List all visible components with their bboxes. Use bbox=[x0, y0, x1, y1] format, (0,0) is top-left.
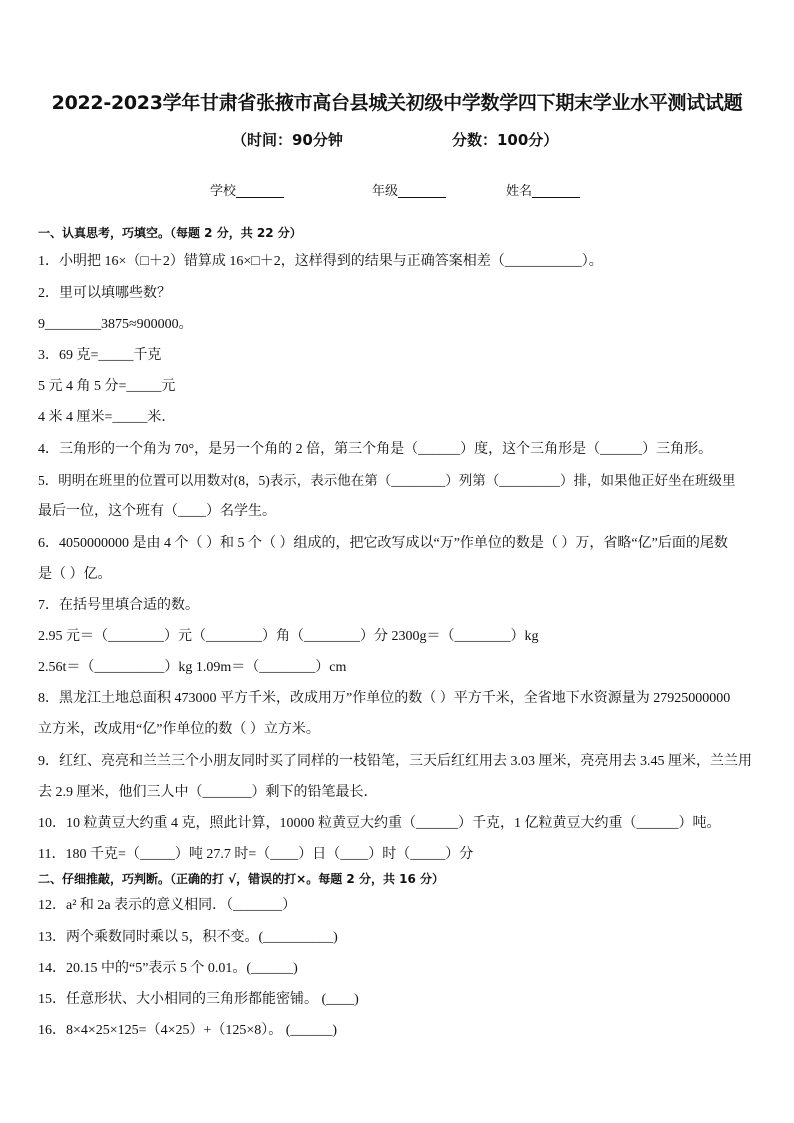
grade-label: 年级 bbox=[372, 184, 399, 199]
question-12: 12．a² 和 2a 表示的意义相同．（_______） bbox=[38, 898, 297, 913]
question-16: 16．8×4×25×125=（4×25）+（125×8）。 (______) bbox=[38, 1023, 338, 1038]
question-7: 7．在括号里填合适的数。 bbox=[38, 598, 199, 613]
school-label: 学校 bbox=[210, 184, 237, 199]
question-13: 13．两个乘数同时乘以 5，积不变。(__________) bbox=[38, 930, 338, 945]
question-8-cont: 立方米，改成用“亿”作单位的数（ ）立方米。 bbox=[38, 722, 320, 737]
question-9: 9．红红、亮亮和兰兰三个小朋友同时买了同样的一枝铅笔，三天后红红用去 3.03 厘米，亮亮用去 3.45 厘米，兰兰用 bbox=[38, 754, 752, 769]
grade-field bbox=[372, 180, 446, 199]
question-10: 10．10 粒黄豆大约重 4 克，照此计算，10000 粒黄豆大约重（______）千克，1 亿粒黄豆大约重（______）吨。 bbox=[38, 816, 721, 831]
section-1-heading: 一、认真思考，巧填空。（每题 2 分，共 22 分） bbox=[38, 226, 302, 240]
grade-blank bbox=[398, 183, 446, 198]
question-3-line-2: 5 元 4 角 5 分=_____元 bbox=[38, 379, 176, 394]
question-6-cont: 是（ ）亿。 bbox=[38, 567, 112, 582]
question-15: 15．任意形状、大小相同的三角形都能密铺。 (____) bbox=[38, 992, 359, 1007]
name-blank bbox=[532, 183, 580, 198]
question-8: 8．黑龙江土地总面积 473000 平方千米，改成用万”作单位的数（ ）平方千米，全省地下水资源量为 27925000000 bbox=[38, 691, 731, 706]
question-11: 11．180 千克=（_____）吨 27.7 时=（____）日（____）时（_____）分 bbox=[38, 847, 474, 862]
question-4: 4．三角形的一个角为 70°，是另一个角的 2 倍，第三个角是（______）度，这个三角形是（______）三角形。 bbox=[38, 442, 713, 457]
exam-title: 2022-2023学年甘肃省张掖市高台县城关初级中学数学四下期末学业水平测试试题 bbox=[51, 92, 743, 114]
school-blank bbox=[236, 183, 284, 198]
name-label: 姓名 bbox=[506, 184, 533, 199]
question-6: 6．4050000000 是由 4 个（ ）和 5 个（ ）组成的，把它改写成以“万”作单位的数是（ ）万，省略“亿”后面的尾数 bbox=[38, 536, 728, 551]
name-field bbox=[506, 180, 580, 199]
exam-score: 分数：100分） bbox=[452, 131, 559, 149]
question-5-cont: 最后一位，这个班有（____）名学生。 bbox=[38, 504, 276, 519]
question-9-cont: 去 2.9 厘米，他们三人中（_______）剩下的铅笔最长． bbox=[38, 785, 378, 800]
school-field bbox=[210, 180, 284, 199]
question-7-line-3: 2.56t＝（__________）kg 1.09m＝（________）cm bbox=[38, 660, 347, 675]
exam-time: （时间：90分钟 bbox=[232, 131, 343, 149]
section-2-heading: 二、仔细推敲，巧判断。（正确的打 √，错误的打×。每题 2 分，共 16 分） bbox=[38, 872, 444, 886]
question-3-line-3: 4 米 4 厘米=_____米． bbox=[38, 410, 176, 425]
question-2-line: 9________3875≈900000。 bbox=[38, 317, 193, 332]
question-3: 3．69 克=_____千克 bbox=[38, 348, 162, 363]
question-2: 2．里可以填哪些数？ bbox=[38, 286, 171, 301]
question-1: 1．小明把 16×（□＋2）错算成 16×□＋2，这样得到的结果与正确答案相差（___________）。 bbox=[38, 254, 603, 269]
question-14: 14．20.15 中的“5”表示 5 个 0.01。(______) bbox=[38, 961, 298, 976]
question-7-line-2: 2.95 元＝（________）元（________）角（________）分 2300g＝（________）kg bbox=[38, 629, 539, 644]
question-5: 5．明明在班里的位置可以用数对(8，5)表示，表示他在第（________）列第（_________）排，如果他正好坐在班级里 bbox=[38, 473, 736, 488]
